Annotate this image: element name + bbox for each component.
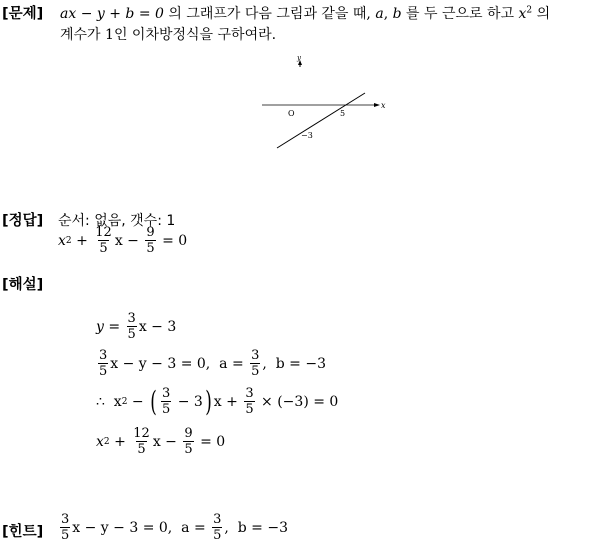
solution-line-4-exponent: 2	[103, 436, 110, 447]
problem-coefficient: 1	[105, 27, 114, 43]
answer-x: x	[58, 232, 66, 249]
solution-line-1-rhs: x − 3	[138, 318, 177, 335]
solution-line-3-therefore: ∴ x	[96, 393, 122, 410]
solution-tag: [해설]	[2, 277, 44, 293]
problem-equation: ax − y + b = 0	[60, 6, 164, 22]
solution-line-2-a-num: 3	[251, 348, 260, 363]
solution-line-1-den: 5	[127, 327, 136, 342]
solution-line-2	[96, 349, 326, 378]
solution-line-3-p-den: 5	[162, 402, 171, 417]
solution-line-2-a-fraction	[250, 349, 260, 378]
answer-fraction-2	[145, 226, 155, 255]
answer-plus: +	[71, 232, 93, 249]
hint-num: 3	[61, 512, 70, 527]
solution-line-2-den: 5	[99, 364, 108, 379]
hint-a-den: 5	[213, 528, 222, 543]
problem-line2-b: 인 이차방정식을 구하여라.	[113, 27, 277, 43]
solution-line-1	[96, 312, 176, 341]
solution-line-3	[96, 384, 339, 418]
hint-end: , b = −3	[224, 519, 288, 536]
hint-a-num: 3	[213, 512, 222, 527]
solution-line-4-fraction-2	[183, 427, 193, 456]
problem-text-3: 의	[532, 6, 551, 22]
solution-line-4-plus: +	[109, 433, 131, 450]
solution-line-3-end: × (−3) = 0	[256, 393, 339, 410]
hint-den: 5	[61, 528, 70, 543]
problem-tag: [문제]	[2, 6, 44, 22]
hint-equation	[58, 513, 288, 542]
solution-line-4-num-2: 9	[184, 426, 193, 441]
x-axis-arrow	[374, 103, 380, 107]
solution-line-4-mid: x −	[152, 433, 182, 450]
y-axis-label: y	[297, 55, 301, 62]
solution-line-4-end: = 0	[195, 433, 226, 450]
problem-var-a: a	[375, 6, 384, 22]
solution-line-4-num-1: 12	[133, 426, 150, 441]
solution-line-3-x: x +	[213, 393, 243, 410]
solution-line-2-mid: x − y − 3 = 0, a =	[110, 355, 249, 372]
answer-x-minus: x −	[114, 232, 144, 249]
solution-line-3-q-num: 3	[245, 386, 254, 401]
solution-line-4	[96, 427, 225, 456]
solution-line-3-q-fraction	[244, 387, 254, 416]
hint-a-fraction	[212, 513, 222, 542]
function-line	[277, 93, 365, 148]
solution-line-4-den-1: 5	[137, 442, 146, 457]
solution-line-3-exponent: 2	[121, 396, 128, 407]
solution-line-3-minus: −	[127, 393, 149, 410]
y-intercept-label: −3	[301, 131, 313, 140]
solution-line-3-rparen: )	[205, 384, 212, 418]
solution-line-3-q-den: 5	[245, 402, 254, 417]
solution-line-4-x: x	[96, 433, 104, 450]
solution-line-3-p-num: 3	[162, 386, 171, 401]
answer-equation	[58, 226, 187, 255]
problem-x-exponent: 2	[526, 5, 533, 16]
answer-fraction-1-num: 12	[95, 225, 112, 240]
solution-line-2-end: , b = −3	[262, 355, 326, 372]
problem-line-2	[60, 24, 276, 44]
hint-fraction	[60, 513, 70, 542]
answer-fraction-1	[94, 226, 113, 255]
solution-line-4-fraction-1	[132, 427, 151, 456]
solution-line-3-lparen: (	[150, 384, 157, 418]
hint-tag: [힌트]	[2, 524, 44, 540]
solution-line-3-p-fraction	[161, 387, 171, 416]
solution-line-2-a-den: 5	[251, 364, 260, 379]
answer-tag: [정답]	[2, 213, 44, 229]
graph-figure	[250, 55, 400, 155]
origin-label: O	[288, 109, 295, 118]
problem-line2-a: 계수가	[60, 27, 106, 43]
problem-line-1	[60, 3, 550, 23]
problem-var-b: b	[392, 6, 402, 22]
problem-text-1: 의 그래프가 다음 그림과 같을 때,	[163, 6, 376, 22]
solution-line-3-pm: − 3	[173, 393, 203, 410]
answer-meta: 순서: 없음, 갯수: 1	[58, 213, 176, 229]
answer-fraction-2-num: 9	[146, 225, 155, 240]
x-axis-label: x	[381, 101, 386, 110]
problem-text-2: 를 두 근으로 하고	[401, 6, 519, 22]
solution-line-1-fraction	[127, 312, 137, 341]
answer-exponent: 2	[65, 235, 72, 246]
solution-line-2-num: 3	[99, 348, 108, 363]
problem-x: x	[518, 6, 527, 22]
answer-fraction-1-den: 5	[99, 241, 108, 256]
answer-fraction-2-den: 5	[146, 241, 155, 256]
hint-mid: x − y − 3 = 0, a =	[72, 519, 211, 536]
answer-equals: = 0	[157, 232, 188, 249]
solution-line-4-den-2: 5	[184, 442, 193, 457]
solution-line-1-lhs: y =	[96, 318, 125, 335]
solution-line-1-num: 3	[127, 311, 136, 326]
solution-line-2-fraction	[98, 349, 108, 378]
x-intercept-label: 5	[340, 109, 346, 118]
problem-separator: ,	[383, 6, 393, 22]
